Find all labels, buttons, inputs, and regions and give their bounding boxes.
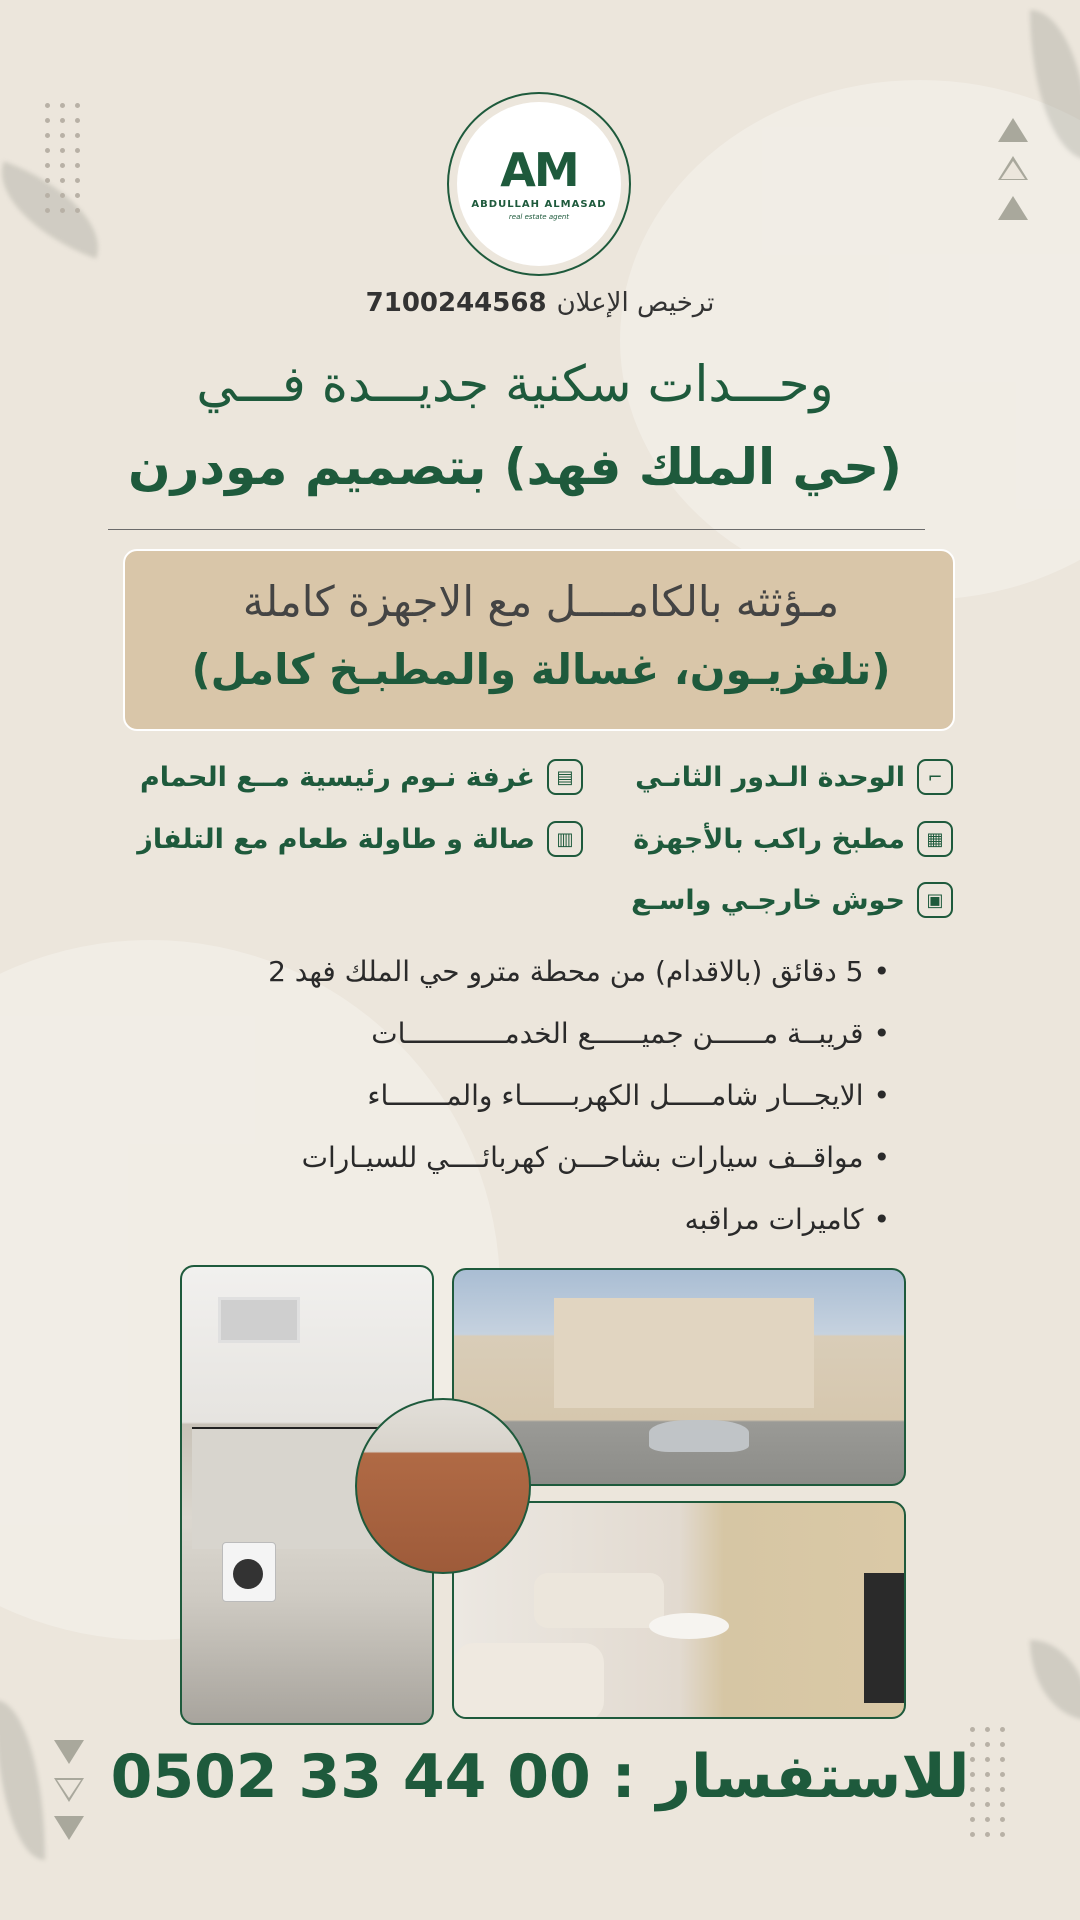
- armchair: [454, 1643, 604, 1719]
- license-number: 7100244568: [365, 288, 547, 318]
- feature-list: [170, 950, 890, 1260]
- list-item: • الايجـــار شامـــــل الكهربــــــاء والمـــــــاء: [170, 1074, 890, 1136]
- car: [649, 1420, 749, 1452]
- dot-grid-top-left: [45, 103, 80, 213]
- license-line: [0, 288, 1080, 318]
- list-item: • 5 دقائق (بالاقدام) من محطة مترو حي الملك فهد 2: [170, 950, 890, 1012]
- logo: [447, 92, 631, 276]
- amenity-label: الوحدة الـدور الثانـي: [635, 761, 905, 793]
- kitchen-icon: ▦: [917, 821, 953, 857]
- list-item: • مواقــف سيارات بشاحـــن كهربائــــي للسيـارات: [170, 1136, 890, 1198]
- furnished-feature-box: [123, 549, 955, 731]
- logo-tagline: real estate agent: [508, 213, 570, 221]
- coffee-table: [649, 1613, 729, 1639]
- amenity-label: مطبخ راكب بالأجهزة: [633, 823, 905, 855]
- triangle-icon: [998, 196, 1028, 220]
- tv: [864, 1573, 904, 1703]
- leaf-decoration-bottom-right: [1030, 1640, 1080, 1720]
- living-room-photo: [452, 1501, 906, 1719]
- triangle-down-icon: [54, 1816, 84, 1840]
- gate-icon: ▣: [917, 882, 953, 918]
- feature-box-line-2: (تلفزيـون، غسالة والمطبـخ كامل): [191, 645, 891, 694]
- triangle-icon: [1001, 161, 1025, 179]
- feature-box-line-1: مـؤثثه بالكامــــل مع الاجهزة كاملة: [242, 577, 840, 626]
- list-item: • قريبــة مــــــن جميــــــع الخدمــــــــــــات: [170, 1012, 890, 1074]
- divider: [108, 529, 925, 530]
- list-item: • كاميرات مراقبه: [170, 1198, 890, 1260]
- sofa: [534, 1573, 664, 1628]
- headline-line-2: (حي الملك فهد) بتصميم مودرن: [128, 438, 902, 496]
- amenity-item: [140, 759, 583, 795]
- license-label: ترخيص الإعلان: [556, 288, 715, 318]
- ceiling-vent: [218, 1297, 300, 1343]
- sofa-icon: ▥: [547, 821, 583, 857]
- headline-line-1: وحـــدات سكنية جديـــدة فـــي: [196, 355, 834, 413]
- amenity-item: [633, 821, 953, 857]
- stairs-icon: ⌐: [917, 759, 953, 795]
- logo-name: ABDULLAH ALMASAD: [471, 199, 607, 210]
- contact-phone[interactable]: 0502 33 44 00: [110, 1742, 591, 1812]
- building: [554, 1298, 814, 1408]
- amenity-label: حوش خارجـي واسـع: [631, 884, 905, 916]
- amenity-item: [137, 821, 583, 857]
- washing-machine: [222, 1542, 276, 1602]
- amenity-label: صالة و طاولة طعام مع التلفاز: [137, 823, 535, 855]
- amenity-item: [631, 882, 953, 918]
- logo-badge: [457, 102, 621, 266]
- bed-icon: ▤: [547, 759, 583, 795]
- contact-label: للاستفسار :: [611, 1742, 970, 1812]
- amenity-item: [635, 759, 953, 795]
- triangle-icon: [998, 118, 1028, 142]
- contact-line: [0, 1742, 1080, 1812]
- amenity-label: غرفة نـوم رئيسية مــع الحمام: [139, 761, 535, 793]
- logo-mark: AM: [500, 143, 578, 197]
- courtyard-photo: [355, 1398, 531, 1574]
